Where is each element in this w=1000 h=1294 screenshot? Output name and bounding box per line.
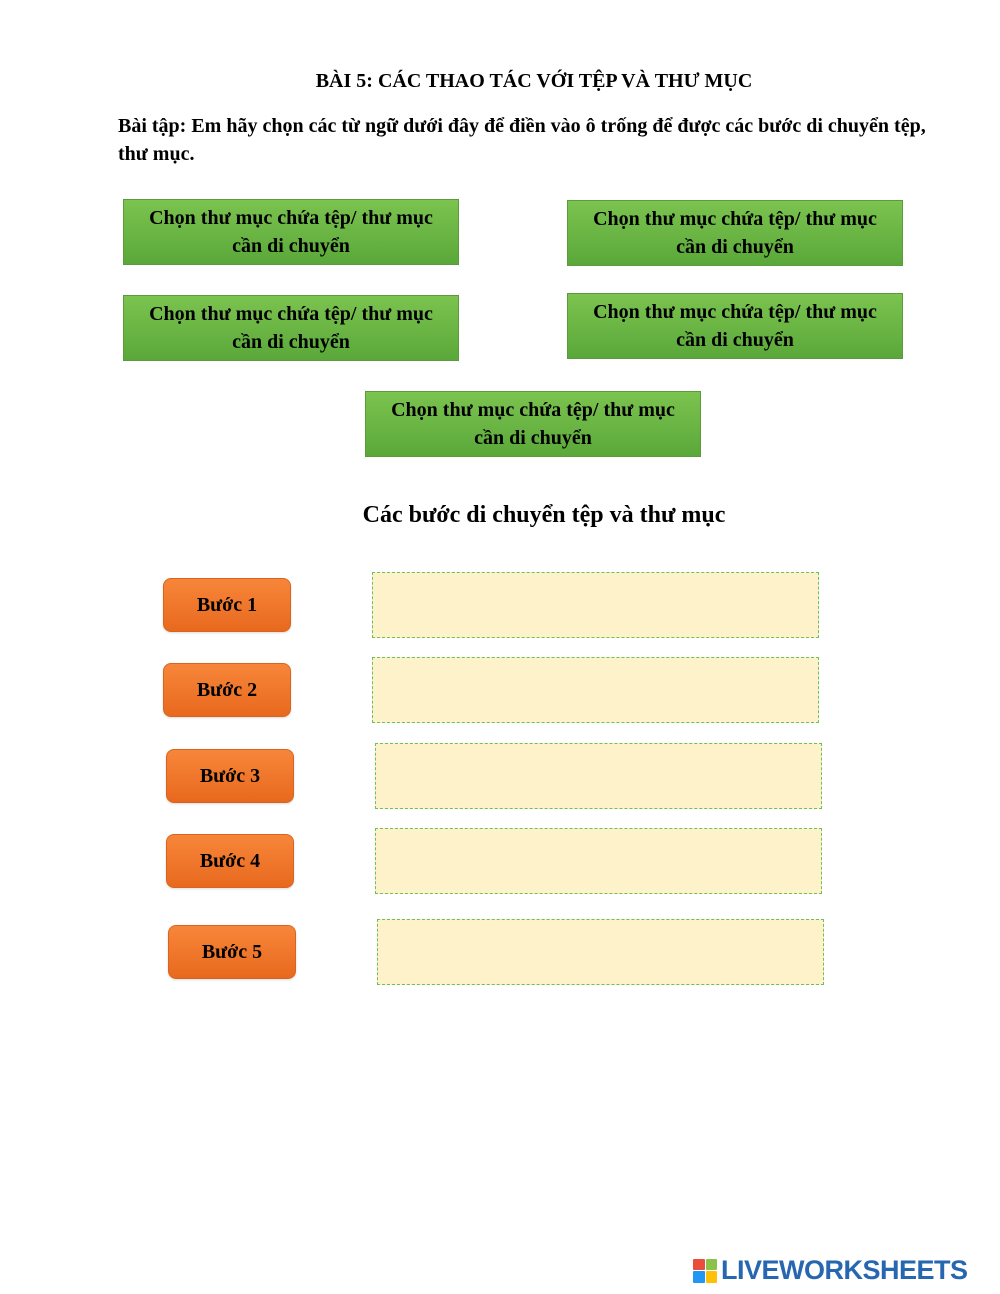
step-label-3: Bước 3 (166, 749, 294, 803)
logo-square-1 (693, 1259, 705, 1271)
step-drop-zone-2[interactable] (372, 657, 819, 723)
exercise-instruction: Bài tập: Em hãy chọn các từ ngữ dưới đây để điền vào ô trống để được các bước di chuyển tệp, thư mục. (118, 115, 926, 165)
logo-square-3 (693, 1271, 705, 1283)
liveworksheets-logo (693, 1255, 968, 1286)
answer-option-4[interactable]: Chọn thư mục chứa tệp/ thư mục cần di chuyển (567, 293, 903, 359)
steps-heading: Các bước di chuyển tệp và thư mục (362, 502, 726, 528)
logo-square-4 (706, 1271, 718, 1283)
step-drop-zone-5[interactable] (377, 919, 824, 985)
step-label-2: Bước 2 (163, 663, 291, 717)
answer-option-5[interactable]: Chọn thư mục chứa tệp/ thư mục cần di chuyển (365, 391, 701, 457)
liveworksheets-logo-text: LIVEWORKSHEETS (721, 1255, 968, 1285)
step-label-4: Bước 4 (166, 834, 294, 888)
answer-option-3[interactable]: Chọn thư mục chứa tệp/ thư mục cần di chuyển (123, 295, 459, 361)
logo-square-2 (706, 1259, 718, 1271)
answer-option-2[interactable]: Chọn thư mục chứa tệp/ thư mục cần di chuyển (567, 200, 903, 266)
step-drop-zone-3[interactable] (375, 743, 822, 809)
step-drop-zone-4[interactable] (375, 828, 822, 894)
step-label-1: Bước 1 (163, 578, 291, 632)
answer-option-1[interactable]: Chọn thư mục chứa tệp/ thư mục cần di chuyển (123, 199, 459, 265)
liveworksheets-logo-icon (693, 1259, 717, 1283)
worksheet-title: BÀI 5: CÁC THAO TÁC VỚI TỆP VÀ THƯ MỤC (315, 70, 753, 92)
step-label-5: Bước 5 (168, 925, 296, 979)
step-drop-zone-1[interactable] (372, 572, 819, 638)
